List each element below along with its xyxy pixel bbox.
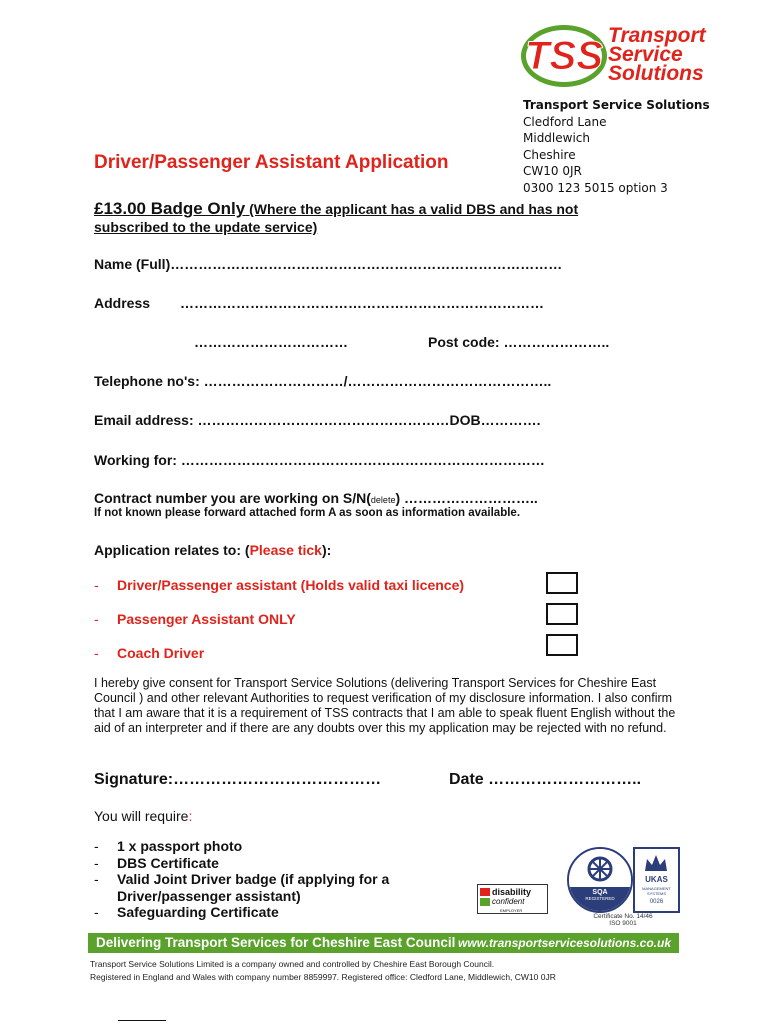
address-phone: 0300 123 5015 option 3 <box>523 180 668 195</box>
tss-logo <box>520 22 725 90</box>
requirements-list <box>94 838 444 921</box>
sqa-badge <box>567 847 633 913</box>
dc-employer: EMPLOYER <box>500 908 523 913</box>
list-item <box>94 855 444 872</box>
address-line-1: Cledford Lane <box>523 114 607 129</box>
working-for-field[interactable]: Working for: …………………………………………………………………… <box>94 452 545 468</box>
list-item <box>94 871 444 904</box>
contract-label: Contract number you are working on S/N( <box>94 490 371 506</box>
tss-logo-icon <box>520 22 610 90</box>
certificate-number: Certificate No. 14/46 <box>593 913 653 920</box>
footer-line-1: Transport Service Solutions Limited is a company owned and controlled by Cheshire East Borough Council. <box>90 959 495 969</box>
list-dash: - <box>94 838 99 854</box>
iso-label: ISO 9001 <box>609 920 637 927</box>
sqa-sub: REGISTERED <box>585 896 615 901</box>
footer-legal <box>90 958 690 984</box>
email-dob-field[interactable]: Email address: ………………………………………………DOB…………. <box>94 412 541 428</box>
postcode-field[interactable]: Post code: ………………….. <box>428 334 610 350</box>
list-dash: - <box>94 854 99 871</box>
dc-confident: confident <box>492 897 525 906</box>
logo-line-3: Solutions <box>608 62 704 85</box>
relates-label: Application relates to: ( <box>94 542 250 558</box>
relates-tick: Please tick <box>249 542 322 558</box>
sqa-star-icon <box>569 851 631 887</box>
signature-field[interactable]: Signature:………………………………… <box>94 771 382 788</box>
footer-line-2: Registered in England and Wales with company number 8859997. Registered office: Cledford Lane, Middlewich, CW10 0JR <box>90 972 556 982</box>
banner-tagline: Delivering Transport Services for Cheshire East Council <box>96 935 456 950</box>
dc-square-icon <box>480 888 490 896</box>
option-label: Coach Driver <box>117 645 205 661</box>
list-item <box>94 838 444 855</box>
logo-mark: TSS <box>525 34 603 78</box>
address-line-3: Cheshire <box>523 147 576 162</box>
option-coach-driver <box>94 645 204 661</box>
address-field-line-2[interactable]: …………………………… <box>194 334 348 350</box>
contract-dots: ) ……………………….. <box>395 490 538 506</box>
certificate-info <box>563 913 683 927</box>
dc-disability: disability <box>492 887 532 897</box>
disability-confident-badge <box>477 884 548 914</box>
address-postcode: CW10 0JR <box>523 164 582 178</box>
telephone-field[interactable]: Telephone no's: …………………………/…………………………………….. <box>94 373 552 389</box>
consent-text: I hereby give consent for Transport Service Solutions (delivering Transport Services for Cheshire East Council ) and other relevant Authorities to request verification of my disclosure information. I also confirm that I am aware that it is a requirement of TSS contracts that I am able to speak fluent English without the aid of an interpreter and if there are any doubts over this my application may be rejected with no refund. <box>94 676 676 735</box>
name-field[interactable]: Name (Full)………………………………………………………………………… <box>94 256 563 272</box>
address-label: Address <box>94 295 151 311</box>
contract-delete: delete <box>370 495 396 505</box>
option-passenger-assistant <box>94 611 296 627</box>
require-colon: : <box>188 808 193 824</box>
option-driver-passenger <box>94 577 464 593</box>
crown-icon <box>635 851 678 875</box>
ukas-number: 0026 <box>649 899 664 905</box>
banner-website[interactable]: www.transportservicesolutions.co.uk <box>458 936 671 950</box>
contract-note: If not known please forward attached form A as soon as information available. <box>94 507 521 519</box>
option-dash: - <box>94 611 99 627</box>
list-label: DBS Certificate <box>117 854 219 871</box>
logo-line-1: Transport <box>608 24 706 47</box>
require-heading <box>94 808 192 824</box>
ukas-label: UKAS <box>645 875 668 884</box>
list-dash: - <box>94 904 99 920</box>
ukas-badge <box>633 847 680 913</box>
relates-heading <box>94 542 331 558</box>
option-label: Driver/Passenger assistant (Holds valid taxi licence) <box>117 577 465 593</box>
dc-square-icon <box>480 898 490 906</box>
list-item <box>94 904 444 921</box>
badge-price: £13.00 Badge Only <box>94 199 246 218</box>
option-dash: - <box>94 645 99 661</box>
date-field[interactable]: Date ……………………….. <box>449 771 642 788</box>
address-field-line-1[interactable]: …………………………………………………………………… <box>180 295 544 311</box>
checkbox-driver-passenger[interactable] <box>546 572 578 594</box>
contract-number-field[interactable] <box>94 490 538 506</box>
relates-end: ): <box>321 542 332 558</box>
option-dash: - <box>94 577 99 593</box>
footer-banner <box>88 933 679 953</box>
list-label: 1 x passport photo <box>117 838 243 854</box>
checkbox-passenger-assistant[interactable] <box>546 603 578 625</box>
sqa-label: SQA <box>592 889 608 896</box>
divider <box>118 1020 166 1021</box>
list-dash: - <box>94 871 99 887</box>
ukas-sub: MANAGEMENT SYSTEMS <box>642 886 671 896</box>
option-label: Passenger Assistant ONLY <box>117 611 296 627</box>
logo-line-2: Service <box>608 43 683 66</box>
company-address <box>523 97 710 196</box>
badge-heading <box>94 199 654 237</box>
checkbox-coach-driver[interactable] <box>546 634 578 656</box>
list-label: Valid Joint Driver badge (if applying for a Driver/passenger assistant) <box>117 871 390 904</box>
badge-note: (Where the applicant has a valid DBS and has not subscribed to the update service) <box>94 201 579 235</box>
address-line-2: Middlewich <box>523 131 590 145</box>
require-text: You will require <box>94 808 189 824</box>
list-label: Safeguarding Certificate <box>117 904 279 920</box>
address-company: Transport Service Solutions <box>523 98 710 112</box>
page-title: Driver/Passenger Assistant Application <box>94 152 449 173</box>
